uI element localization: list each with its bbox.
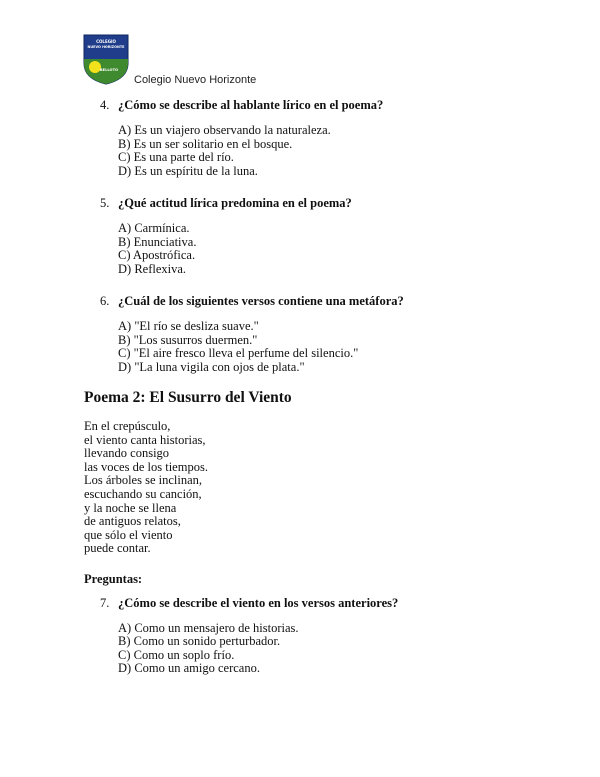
question-block — [84, 292, 554, 374]
school-name: Colegio Nuevo Horizonte — [134, 74, 257, 86]
answer-options — [84, 222, 554, 276]
question-block — [84, 96, 554, 178]
poem-line: Los árboles se inclinan, — [84, 473, 203, 488]
question-text: ¿Cómo se describe al hablante lírico en el poema? — [118, 98, 384, 112]
document-body — [84, 96, 554, 676]
question-number: 4. — [100, 98, 110, 112]
poem-line: llevando consigo — [84, 446, 170, 461]
answer-option: B) Enunciativa. — [118, 234, 197, 249]
poem-2-title: Poema 2: El Susurro del Viento — [84, 389, 292, 406]
question-text: ¿Qué actitud lírica predomina en el poema? — [118, 196, 352, 210]
answer-option: A) Carmínica. — [118, 221, 190, 235]
questions-part-1 — [84, 96, 554, 374]
poem-line: de antiguos relatos, — [84, 514, 181, 529]
question-title — [84, 194, 554, 212]
answer-option: D) Es un espíritu de la luna. — [118, 163, 258, 178]
answer-option: D) Como un amigo cercano. — [118, 661, 260, 676]
answer-option: D) "La luna vigila con ojos de plata." — [118, 359, 305, 374]
answer-option: D) Reflexiva. — [118, 261, 187, 276]
answer-option: A) "El río se desliza suave." — [118, 319, 259, 333]
answer-option: C) Como un soplo frío. — [118, 647, 235, 662]
poem-line: escuchando su canción, — [84, 486, 202, 501]
answer-option: A) Es un viajero observando la naturaleza. — [118, 123, 331, 137]
answer-option: C) Apostrófica. — [118, 248, 196, 262]
question-number: 5. — [100, 196, 110, 210]
poem-line: el viento canta historias, — [84, 432, 206, 447]
poem-2-text — [84, 420, 554, 556]
poem-line: En el crepúsculo, — [84, 419, 171, 433]
poem-line: puede contar. — [84, 541, 151, 556]
question-title — [84, 594, 554, 612]
question-text: ¿Cuál de los siguientes versos contiene una metáfora? — [118, 294, 404, 308]
logo-line-1: COLEGIO — [96, 39, 116, 44]
poem-line: que sólo el viento — [84, 527, 173, 542]
question-block — [84, 594, 554, 676]
question-number: 6. — [100, 294, 110, 308]
preguntas-label: Preguntas: — [84, 571, 143, 586]
logo-line-2: NUEVO HORIZONTE — [87, 45, 125, 49]
question-title — [84, 292, 554, 310]
question-title — [84, 96, 554, 114]
question-text: ¿Cómo se describe el viento en los versos anteriores? — [118, 595, 399, 610]
answer-option: B) Como un sonido perturbador. — [118, 634, 281, 649]
answer-options — [84, 124, 554, 178]
answer-option: A) Como un mensajero de historias. — [118, 620, 299, 635]
answer-option: B) "Los susurros duermen." — [118, 332, 258, 347]
poem-line: las voces de los tiempos. — [84, 459, 208, 474]
answer-option: B) Es un ser solitario en el bosque. — [118, 136, 293, 151]
answer-options — [84, 320, 554, 374]
questions-part-2 — [84, 594, 554, 676]
answer-options — [84, 622, 554, 676]
logo-line-3: BELLOTO — [99, 68, 119, 72]
poem-line: y la noche se llena — [84, 500, 177, 515]
school-shield-logo — [82, 33, 130, 85]
question-number: 7. — [100, 595, 110, 610]
question-block — [84, 194, 554, 276]
answer-option: C) "El aire fresco lleva el perfume del silencio." — [118, 346, 359, 360]
answer-option: C) Es una parte del río. — [118, 150, 234, 164]
